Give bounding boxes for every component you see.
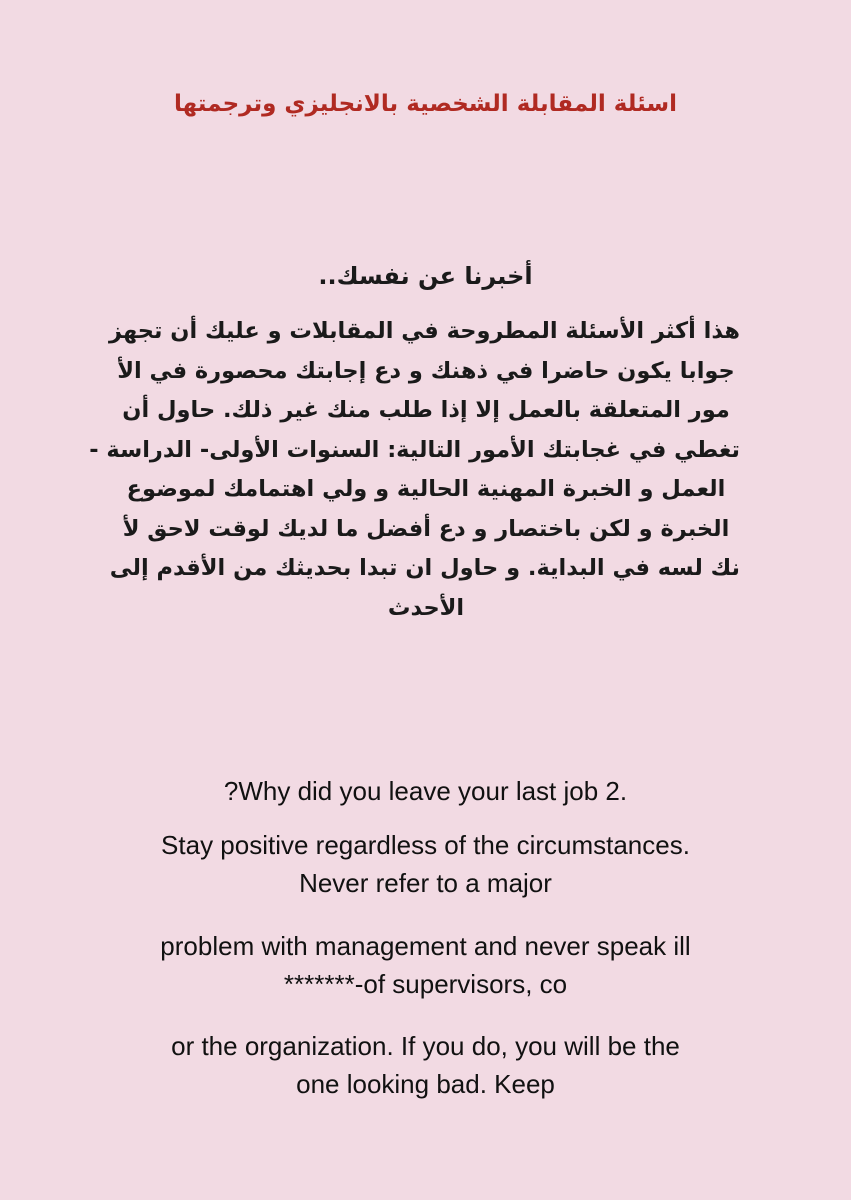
english-paragraph	[0, 927, 851, 1003]
arabic-answer-line: نك لسه في البداية. و حاول ان تبدا بحديثك من الأقدم إلى	[109, 555, 740, 581]
arabic-answer-line: جوابا يكون حاضرا في ذهنك و دع إجابتك محصورة في الأ	[117, 357, 735, 384]
english-paragraph-line: Stay positive regardless of the circumstances.	[161, 830, 690, 860]
arabic-answer-line: مور المتعلقة بالعمل إلا إذا طلب منك غير ذلك. حاول أن	[122, 397, 730, 423]
english-question-text: ?Why did you leave your last job 2.	[223, 776, 628, 806]
english-paragraph-line: or the organization. If you do, you will be the	[171, 1031, 680, 1061]
arabic-answer-line: الأحدث	[387, 594, 465, 621]
english-question	[0, 772, 851, 810]
arabic-answer-line: هذا أكثر الأسئلة المطروحة في المقابلات و عليك أن تجهز	[108, 318, 740, 344]
english-paragraph-line: Never refer to a major	[299, 868, 552, 898]
english-paragraph	[0, 826, 851, 902]
arabic-answer-line: العمل و الخبرة المهنية الحالية و ولي اهتمامك لموضوع	[126, 476, 726, 502]
arabic-answer-line: تغطي في غجابتك الأمور التالية: السنوات الأولى- الدراسة -	[89, 436, 740, 463]
english-paragraph-line: problem with management and never speak ill	[160, 931, 691, 961]
english-paragraph	[0, 1027, 851, 1103]
english-paragraph-line: *******-of supervisors, co	[283, 969, 568, 999]
arabic-answer-paragraph	[89, 312, 740, 628]
arabic-question-heading: أخبرنا عن نفسك..	[318, 262, 533, 290]
document-title: اسئلة المقابلة الشخصية بالانجليزي وترجمتها	[173, 91, 678, 117]
english-paragraph-line: one looking bad. Keep	[296, 1069, 555, 1099]
arabic-answer-line: الخبرة و لكن باختصار و دع أفضل ما لديك لوقت لاحق لأ	[122, 515, 730, 542]
